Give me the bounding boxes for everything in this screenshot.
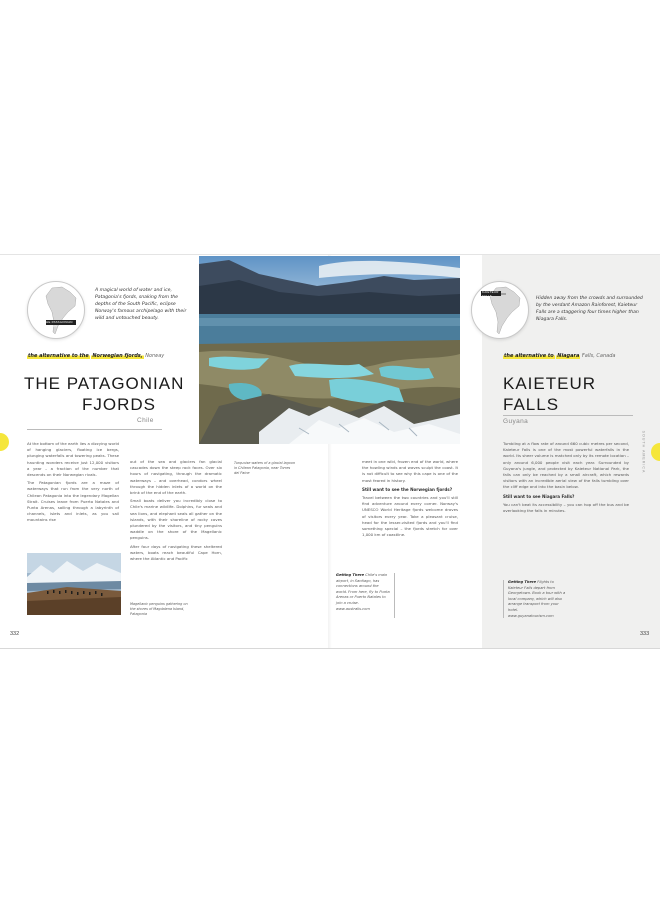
divider bbox=[503, 415, 633, 416]
getting-there-box bbox=[508, 580, 570, 619]
photo-caption-small: Magellanic penguins gathering on the shores of Magdalena Island, Patagonia bbox=[130, 602, 188, 616]
paragraph: out of the sea and glaciers fan glacial cascades down the steep rock faces. Over six hours of navigating, through the dramatic waterways – and overhead, condors wheel through the hidden inlets of a world on the brink of the end of the earth. bbox=[130, 459, 222, 496]
book-spread bbox=[0, 254, 660, 649]
alternative-line bbox=[503, 353, 615, 359]
page-title bbox=[503, 373, 596, 415]
tip-title: Getting There bbox=[508, 580, 537, 584]
paragraph: Tumbling at a flow rate of around 660 cubic metres per second, Kaieteur Falls is one of the most powerful waterfalls in the world. Its sheer volume is matched only by its remote location – only around 6,000 people visit each year. Surrounded by Guyana's jungle, and protected by Kaieteur National Park, the falls can only be reached by a small aircraft, which rewards visitors with an incredible aerial view of the falls tumbling over the cliff edge and into the basin below. bbox=[503, 441, 629, 490]
body-column-3 bbox=[362, 459, 458, 540]
locator-map-chile bbox=[27, 281, 85, 339]
paragraph: The Patagonian fjords are a maze of waterways that run from the very north of Chilean Patagonia into the legendary Magellan Strait. Cruises leave from Puerto Natales and Punta Arenas, sailing through a labyrinth of channels, islets and inlets, as you sail mountains rise bbox=[27, 480, 119, 523]
page-number-right: 333 bbox=[640, 631, 650, 637]
question-heading: Still want to see Niagara Falls? bbox=[503, 493, 575, 499]
body-column-right bbox=[503, 441, 629, 516]
alternative-prefix: the alternative to bbox=[504, 353, 554, 359]
alternative-rest: Falls, Canada bbox=[580, 353, 616, 359]
south-america-map-icon bbox=[28, 282, 86, 340]
tip-url: www.guyanatourism.com bbox=[508, 613, 554, 618]
page-title bbox=[24, 373, 184, 415]
title-line-1: THE PATAGONIAN bbox=[24, 374, 185, 393]
tip-text: Chile's main airport, in Santiago, has connections around the world. From here, fly to Punta Arenas or Puerto Natales to join a cruise. bbox=[336, 573, 390, 605]
alternative-prefix: the alternative to the bbox=[28, 353, 89, 359]
intro-text: Hidden away from the crowds and surrounded by the verdant Amazon Rainforest, Kaieteur Falls are a staggering four times higher than Niagara Falls. bbox=[536, 296, 643, 322]
alternative-highlight: Norwegian fjords, bbox=[92, 353, 143, 359]
patagonia-photo bbox=[199, 256, 460, 444]
alternative-line bbox=[27, 353, 164, 359]
alternative-highlight: Niagara bbox=[557, 353, 580, 359]
penguin-photo bbox=[27, 553, 121, 615]
paragraph: Travel between the two countries and you'll still find adventure around every corner. Norway's UNESCO World Heritage fjords welcome droves of visitors every year. Take a pleasant cruise, head for the lesser-visited fjords and you'll find something special – the fjords stretch for over 1,000 km of coastline. bbox=[362, 495, 458, 538]
country-label: Guyana bbox=[503, 418, 529, 425]
country-label: Chile bbox=[137, 417, 154, 424]
body-column-2 bbox=[130, 459, 222, 564]
paragraph: Small boats deliver you incredibly close to Chile's marine wildlife. Dolphins, fur seals and sea lions, and elephant seals all gather on the islands, with their shoreline of rocky coves plundered by the visitors, and tiny penguins waddle on the shore of the Magellanic penguins. bbox=[130, 498, 222, 541]
paragraph: After four days of navigating these sheltered waters, boats reach beautiful Cape Horn, where the Atlantic and Pacific bbox=[130, 543, 222, 562]
map-label: KAIETEUR FALLS bbox=[482, 290, 499, 298]
tip-url: www.australis.com bbox=[336, 606, 370, 611]
tip-rule bbox=[394, 573, 395, 618]
map-label: THE PATAGONIAN FJORDS bbox=[44, 320, 73, 328]
tip-text: Flights to Kaieteur Falls depart from Georgetown. Book a tour with a local company, which will also arrange transport from your hotel. bbox=[508, 580, 566, 612]
paragraph: meet in one wild, frozen end of the world, where the howling winds and waves sculpt the coast. It is not difficult to see why this cape is one of the most feared in history. bbox=[362, 459, 458, 483]
tip-title: Getting There bbox=[336, 573, 365, 577]
body-column-1 bbox=[27, 441, 119, 526]
getting-there-box bbox=[336, 573, 390, 612]
alternative-rest: Norway bbox=[143, 353, 165, 359]
side-tab-marker bbox=[0, 433, 9, 451]
title-line-1: KAIETEUR bbox=[503, 374, 597, 393]
title-line-2: FALLS bbox=[503, 395, 560, 414]
intro-text: A magical world of water and ice, Patagonia's fjords, snaking from the depths of the South Pacific, eclipse Norway's famous archipelago with their wild and untouched beauty. bbox=[95, 288, 187, 321]
page-number-left: 332 bbox=[10, 631, 20, 637]
locator-map-guyana bbox=[471, 281, 529, 339]
question-heading: Still want to see the Norwegian fjords? bbox=[362, 486, 453, 492]
side-tab-right: SOUTH AMERICA bbox=[641, 430, 646, 474]
title-line-2: FJORDS bbox=[82, 395, 156, 414]
tip-rule bbox=[503, 580, 504, 618]
paragraph: At the bottom of the earth lies a dizzying world of hanging glaciers, floating ice bergs, plunging waterfalls and towering peaks. These haunting wonders receive just 12,000 visitors a year – a fraction of the number that descends on their Norwegian rivals. bbox=[27, 441, 119, 478]
divider bbox=[27, 429, 162, 430]
photo-caption-main: Turquoise waters of a glacial lagoon in Chilean Patagonia, near Torres del Paine bbox=[234, 461, 296, 475]
paragraph: You can't beat its accessibility – you can hop off the bus and be overlooking the falls in minutes. bbox=[503, 501, 629, 514]
